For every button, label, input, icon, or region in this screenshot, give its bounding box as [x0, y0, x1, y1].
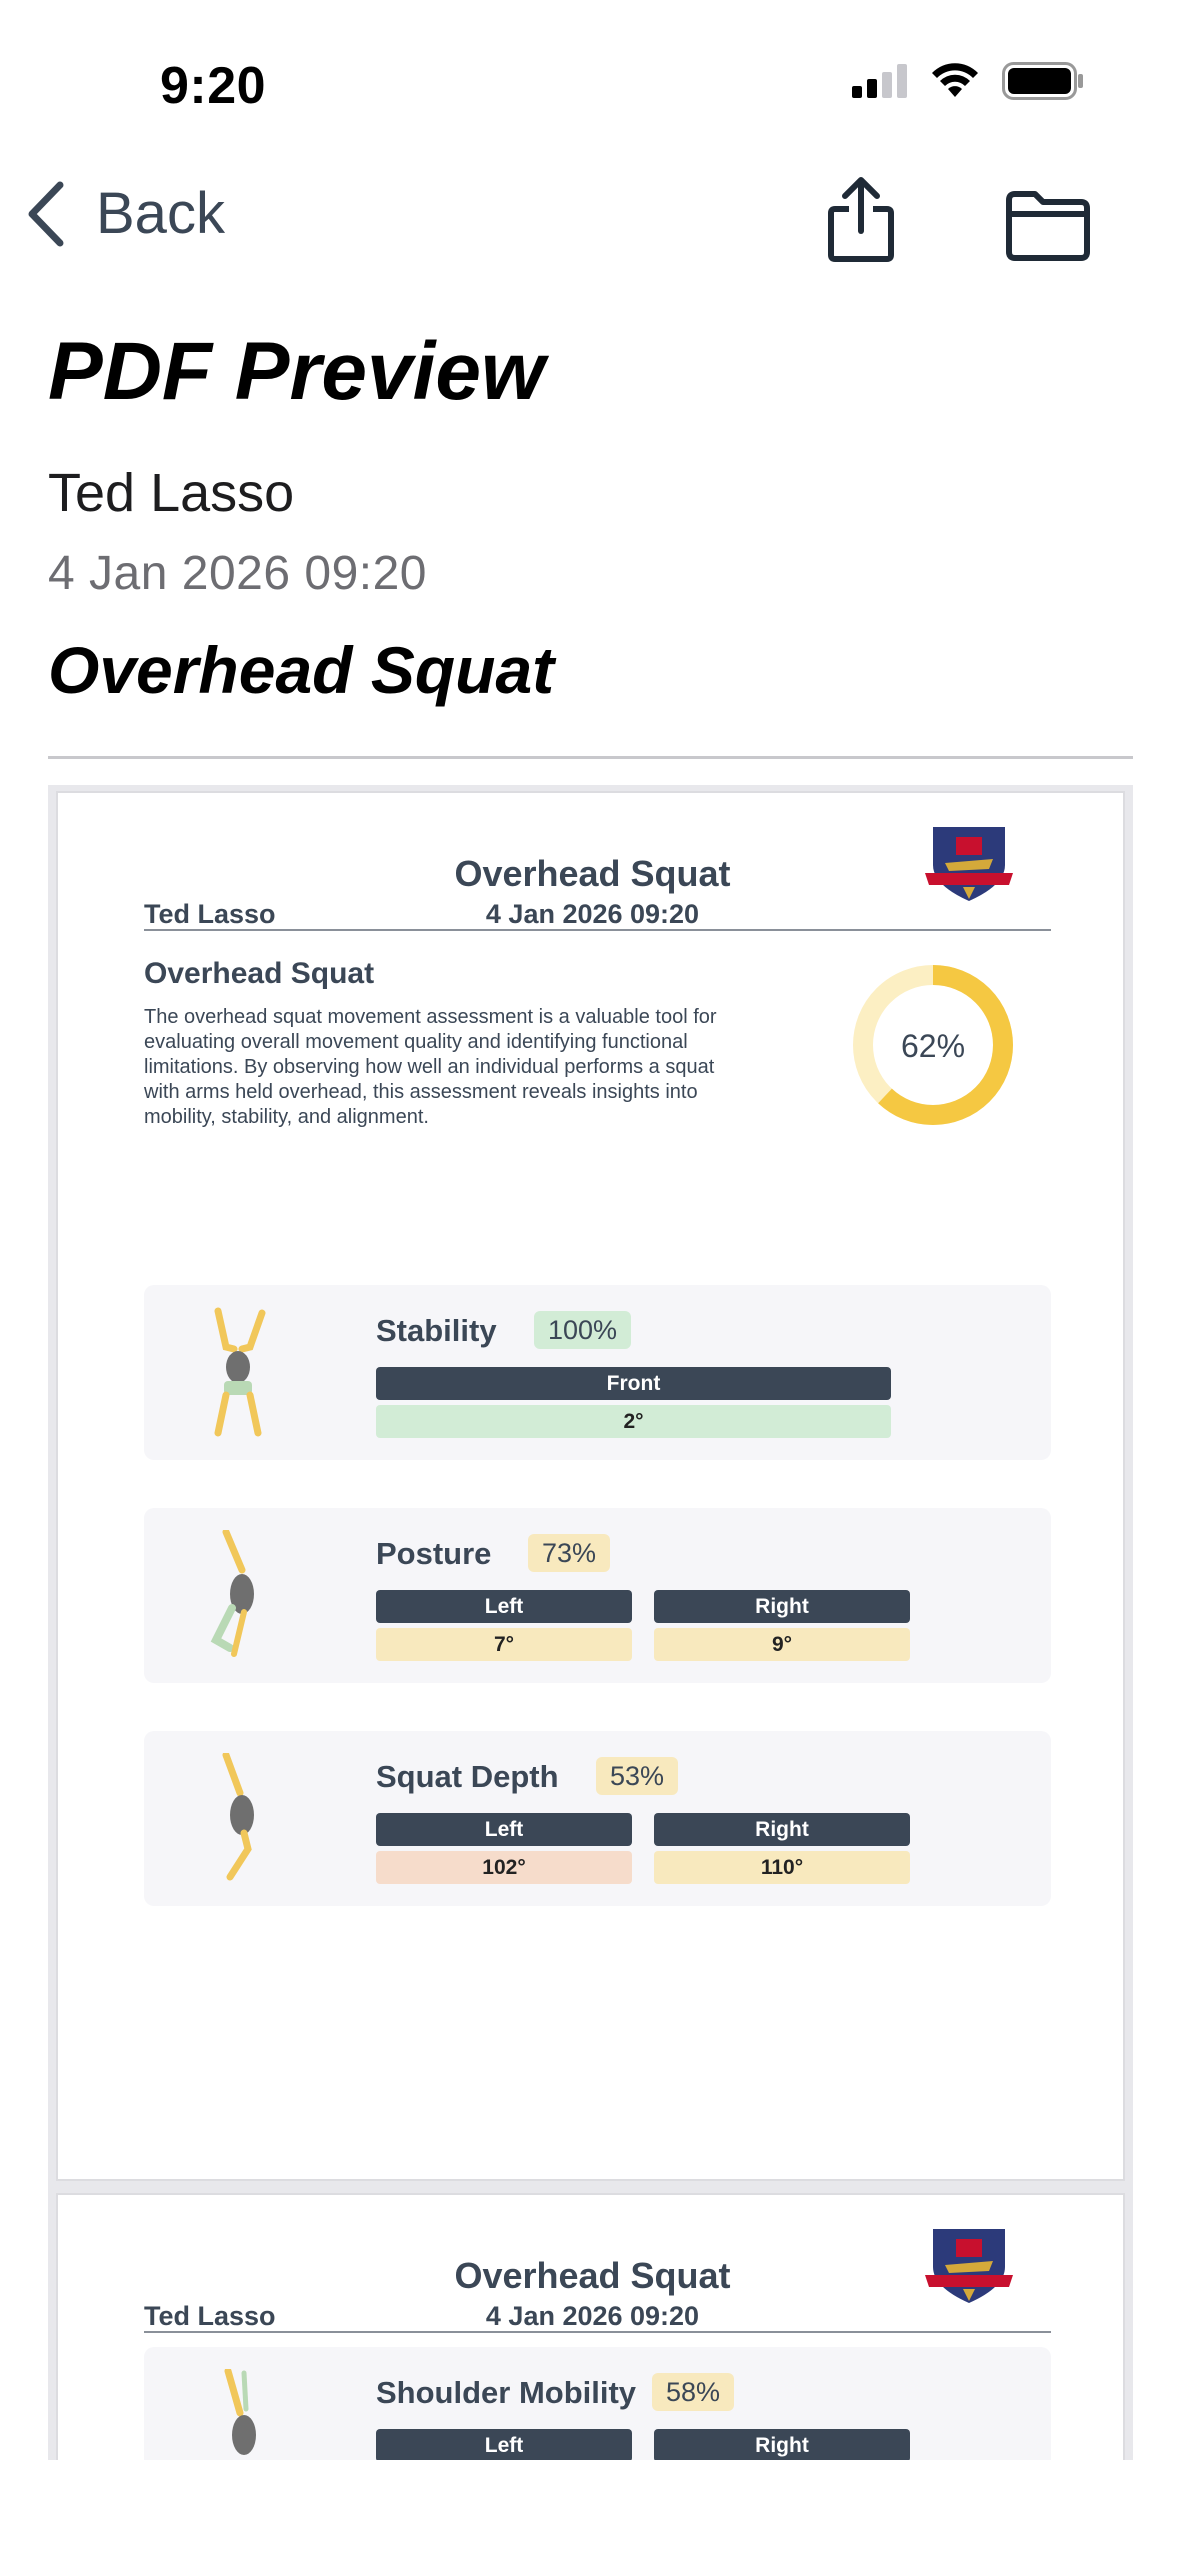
metric-card-shoulder-mobility — [144, 2347, 1051, 2460]
metric-score-badge: 73% — [528, 1534, 610, 1572]
battery-icon — [1002, 62, 1084, 100]
column-header: Right — [654, 1590, 910, 1623]
column-value: 7° — [376, 1628, 632, 1661]
chevron-left-icon — [26, 181, 66, 247]
share-button[interactable] — [825, 175, 897, 270]
metric-name: Squat Depth — [376, 1759, 559, 1794]
pdf-divider — [144, 2331, 1051, 2333]
divider — [48, 756, 1133, 759]
column-header: Left — [376, 1813, 632, 1846]
metric-card-stability — [144, 1285, 1051, 1460]
athlete-name: Ted Lasso — [48, 463, 295, 523]
shoulder-mobility-figure-icon — [204, 2369, 274, 2460]
pdf-page — [56, 2193, 1125, 2460]
metric-card-squat-depth — [144, 1731, 1051, 1906]
column-header: Right — [654, 1813, 910, 1846]
wifi-icon — [930, 63, 980, 99]
pdf-page — [56, 791, 1125, 2181]
folder-button[interactable] — [1005, 190, 1091, 267]
column-value: 9° — [654, 1628, 910, 1661]
status-time: 9:20 — [160, 57, 267, 115]
page-title: PDF Preview — [48, 326, 545, 417]
pdf-divider — [144, 929, 1051, 931]
status-icons — [852, 62, 1084, 100]
column-header: Left — [376, 1590, 632, 1623]
pdf-date: 4 Jan 2026 09:20 — [485, 2301, 700, 2331]
club-crest-logo — [923, 2225, 1015, 2305]
pdf-description: The overhead squat movement assessment is a valuable tool for evaluating overall movement quality and identifying functional limitations. By observing how well an individual performs a squat with arms held overhead, this assessment reveals insights into mobility, stability, and alignment. — [144, 1006, 717, 1128]
metric-name: Stability — [376, 1313, 497, 1348]
pdf-date: 4 Jan 2026 09:20 — [485, 899, 700, 929]
assessment-title: Overhead Squat — [48, 633, 555, 707]
column-value: 2° — [376, 1405, 891, 1438]
club-crest-logo — [923, 823, 1015, 903]
stability-figure-icon — [204, 1307, 274, 1437]
pdf-section-title: Overhead Squat — [144, 957, 375, 990]
posture-figure-icon — [204, 1530, 274, 1660]
folder-icon — [1005, 190, 1091, 262]
back-button[interactable] — [26, 180, 225, 247]
column-value: 102° — [376, 1851, 632, 1884]
column-header: Front — [376, 1367, 891, 1400]
cellular-signal-icon — [852, 64, 908, 98]
metric-score-badge: 53% — [596, 1757, 678, 1795]
squat-depth-figure-icon — [204, 1753, 274, 1883]
overall-score-donut — [851, 963, 1015, 1127]
metric-score-badge: 100% — [534, 1311, 631, 1349]
metric-card-posture — [144, 1508, 1051, 1683]
pdf-athlete-name: Ted Lasso — [144, 899, 276, 929]
overall-score: 62% — [900, 1028, 966, 1064]
back-label: Back — [96, 181, 225, 246]
metric-score-badge: 58% — [652, 2373, 734, 2411]
pdf-title: Overhead Squat — [454, 853, 731, 894]
column-header: Right — [654, 2429, 910, 2460]
share-icon — [825, 175, 897, 265]
column-value: 110° — [654, 1851, 910, 1884]
metric-name: Shoulder Mobility — [376, 2375, 637, 2410]
column-header: Left — [376, 2429, 632, 2460]
metric-name: Posture — [376, 1536, 492, 1571]
pdf-athlete-name: Ted Lasso — [144, 2301, 276, 2331]
pdf-preview[interactable] — [48, 785, 1133, 2460]
pdf-title: Overhead Squat — [454, 2255, 731, 2296]
assessment-date: 4 Jan 2026 09:20 — [48, 547, 427, 600]
